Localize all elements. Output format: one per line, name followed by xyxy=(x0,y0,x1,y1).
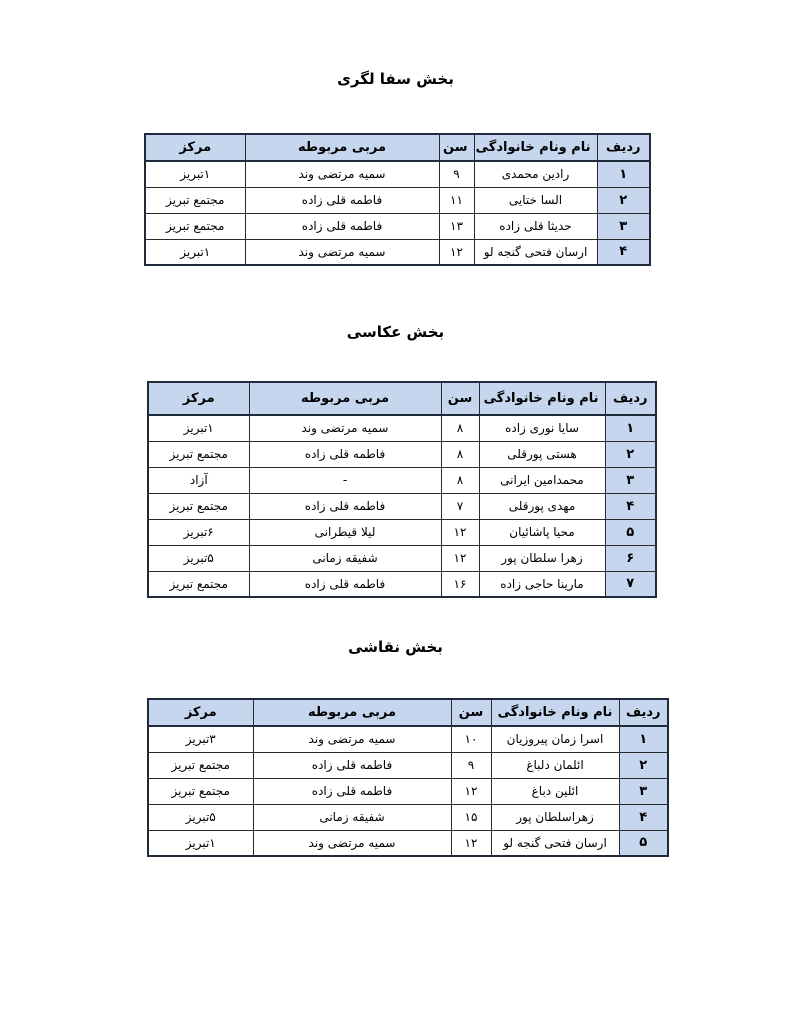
full-name: محمدامین ایرانی xyxy=(479,467,605,493)
header-coach: مربی مربوطه xyxy=(245,134,439,161)
row-number: ۵ xyxy=(619,830,668,856)
coach: لیلا قیطرانی xyxy=(249,519,441,545)
table-row xyxy=(145,187,650,213)
center: ۱تبریز xyxy=(145,239,245,265)
coach: - xyxy=(249,467,441,493)
row-number: ۴ xyxy=(605,493,656,519)
table-row xyxy=(145,213,650,239)
header-center: مرکز xyxy=(148,382,249,415)
center: ۶تبریز xyxy=(148,519,249,545)
row-number: ۱ xyxy=(605,415,656,441)
row-number: ۲ xyxy=(605,441,656,467)
row-number: ۷ xyxy=(605,571,656,597)
coach: فاطمه قلی زاده xyxy=(249,441,441,467)
header-age: سن xyxy=(439,134,474,161)
age: ۱۶ xyxy=(441,571,479,597)
table-row xyxy=(148,467,656,493)
table-row xyxy=(148,752,668,778)
full-name: ارسان فتحی گنجه لو xyxy=(474,239,597,265)
table-row xyxy=(145,161,650,187)
center: ۵تبریز xyxy=(148,804,253,830)
pottery-table xyxy=(144,133,651,266)
header-coach: مربی مربوطه xyxy=(249,382,441,415)
table-row xyxy=(148,778,668,804)
row-number: ۳ xyxy=(597,213,650,239)
row-number: ۱ xyxy=(597,161,650,187)
full-name: حدیثا قلی زاده xyxy=(474,213,597,239)
header-full-name: نام ونام خانوادگی xyxy=(479,382,605,415)
coach: فاطمه قلی زاده xyxy=(245,187,439,213)
photography-table xyxy=(147,381,657,598)
center: مجتمع تبریز xyxy=(145,213,245,239)
table-row xyxy=(145,239,650,265)
table-row xyxy=(148,804,668,830)
table-row xyxy=(148,415,656,441)
header-full-name: نام ونام خانوادگی xyxy=(491,699,619,726)
center: ۳تبریز xyxy=(148,726,253,752)
section-title-photography: بخش عکاسی xyxy=(346,323,445,341)
center: مجتمع تبریز xyxy=(145,187,245,213)
center: مجتمع تبریز xyxy=(148,441,249,467)
age: ۹ xyxy=(439,161,474,187)
center: آزاد xyxy=(148,467,249,493)
full-name: ارسان فتحی گنجه لو xyxy=(491,830,619,856)
coach: سمیه مرتضی وند xyxy=(253,726,451,752)
painting-table xyxy=(147,698,669,857)
header-age: سن xyxy=(451,699,491,726)
coach: فاطمه قلی زاده xyxy=(253,778,451,804)
table-header-row xyxy=(148,382,656,415)
full-name: محیا پاشائیان xyxy=(479,519,605,545)
age: ۸ xyxy=(441,467,479,493)
center: ۵تبریز xyxy=(148,545,249,571)
full-name: مارینا حاجی زاده xyxy=(479,571,605,597)
coach: فاطمه قلی زاده xyxy=(245,213,439,239)
header-coach: مربی مربوطه xyxy=(253,699,451,726)
full-name: اسرا زمان پیروزیان xyxy=(491,726,619,752)
header-age: سن xyxy=(441,382,479,415)
coach: شفیقه زمانی xyxy=(253,804,451,830)
full-name: سایا نوری زاده xyxy=(479,415,605,441)
section-title-pottery: بخش سفا لگری xyxy=(337,70,454,88)
center: ۱تبریز xyxy=(148,415,249,441)
full-name: زهرا سلطان پور xyxy=(479,545,605,571)
header-row-number: ردیف xyxy=(597,134,650,161)
full-name: هستی پورقلی xyxy=(479,441,605,467)
full-name: ائلین دباغ xyxy=(491,778,619,804)
age: ۱۲ xyxy=(451,778,491,804)
age: ۸ xyxy=(441,415,479,441)
header-center: مرکز xyxy=(145,134,245,161)
full-name: ائلمان دلباغ xyxy=(491,752,619,778)
age: ۱۳ xyxy=(439,213,474,239)
table-row xyxy=(148,545,656,571)
table-row xyxy=(148,830,668,856)
full-name: زهراسلطان پور xyxy=(491,804,619,830)
age: ۱۵ xyxy=(451,804,491,830)
age: ۷ xyxy=(441,493,479,519)
center: مجتمع تبریز xyxy=(148,571,249,597)
header-full-name: نام ونام خانوادگی xyxy=(474,134,597,161)
table-row xyxy=(148,571,656,597)
row-number: ۴ xyxy=(597,239,650,265)
coach: سمیه مرتضی وند xyxy=(253,830,451,856)
row-number: ۵ xyxy=(605,519,656,545)
age: ۱۲ xyxy=(439,239,474,265)
center: مجتمع تبریز xyxy=(148,752,253,778)
age: ۱۲ xyxy=(441,519,479,545)
header-row-number: ردیف xyxy=(619,699,668,726)
center: ۱تبریز xyxy=(148,830,253,856)
center: ۱تبریز xyxy=(145,161,245,187)
age: ۸ xyxy=(441,441,479,467)
row-number: ۳ xyxy=(605,467,656,493)
coach: سمیه مرتضی وند xyxy=(249,415,441,441)
header-center: مرکز xyxy=(148,699,253,726)
table-row xyxy=(148,519,656,545)
coach: فاطمه قلی زاده xyxy=(253,752,451,778)
table-row xyxy=(148,441,656,467)
center: مجتمع تبریز xyxy=(148,778,253,804)
age: ۹ xyxy=(451,752,491,778)
full-name: رادین محمدی xyxy=(474,161,597,187)
coach: سمیه مرتضی وند xyxy=(245,161,439,187)
row-number: ۲ xyxy=(597,187,650,213)
row-number: ۴ xyxy=(619,804,668,830)
full-name: مهدی پورقلی xyxy=(479,493,605,519)
table-header-row xyxy=(145,134,650,161)
section-title-painting: بخش نقاشی xyxy=(348,638,443,656)
row-number: ۳ xyxy=(619,778,668,804)
table-header-row xyxy=(148,699,668,726)
table-row xyxy=(148,726,668,752)
age: ۱۲ xyxy=(441,545,479,571)
table-row xyxy=(148,493,656,519)
age: ۱۱ xyxy=(439,187,474,213)
age: ۱۰ xyxy=(451,726,491,752)
header-row-number: ردیف xyxy=(605,382,656,415)
coach: شفیقه زمانی xyxy=(249,545,441,571)
coach: سمیه مرتضی وند xyxy=(245,239,439,265)
center: مجتمع تبریز xyxy=(148,493,249,519)
row-number: ۲ xyxy=(619,752,668,778)
age: ۱۲ xyxy=(451,830,491,856)
full-name: السا ختایی xyxy=(474,187,597,213)
coach: فاطمه قلی زاده xyxy=(249,571,441,597)
coach: فاطمه قلی زاده xyxy=(249,493,441,519)
row-number: ۱ xyxy=(619,726,668,752)
row-number: ۶ xyxy=(605,545,656,571)
